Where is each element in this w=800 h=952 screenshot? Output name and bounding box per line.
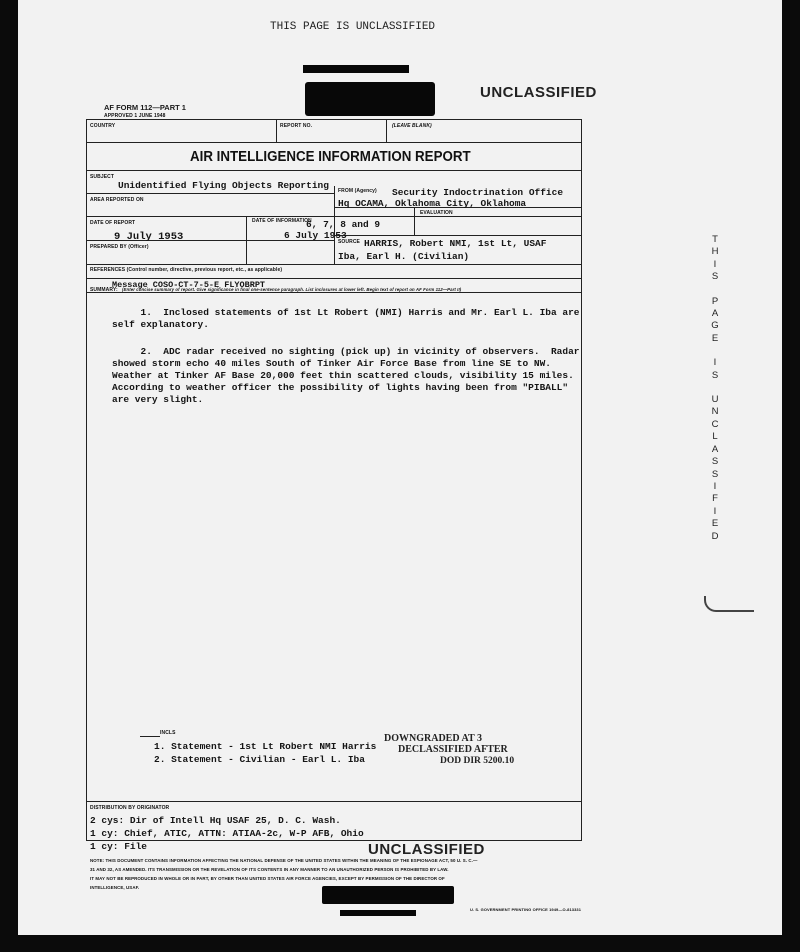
form-approved: APPROVED 1 JUNE 1948: [104, 113, 166, 119]
date-of-info-value-2: 6 July 1953: [284, 230, 347, 241]
from-value-1: Security Indoctrination Office: [392, 187, 564, 198]
leave-blank-label: (LEAVE BLANK): [392, 123, 432, 129]
area-label: AREA REPORTED ON: [90, 197, 144, 203]
side-stamp-word-4: U N C L A S S I F I E D: [711, 394, 719, 542]
distribution-line-3: 1 cy: File: [90, 841, 148, 852]
subject-value: Unidentified Flying Objects Reporting: [118, 180, 329, 191]
downgrade-stamp-line-2: DECLASSIFIED AFTER: [398, 744, 508, 755]
classification-banner-top: THIS PAGE IS UNCLASSIFIED: [270, 21, 436, 33]
inclosures-label: INCLS: [160, 730, 176, 736]
inclosure-item-1: 1. Statement - 1st Lt Robert NMI Harris: [154, 741, 377, 752]
country-label: COUNTRY: [90, 123, 116, 129]
source-value-2: Iba, Earl H. (Civilian): [338, 251, 470, 262]
date-of-report-value: 9 July 1953: [114, 231, 184, 243]
distribution-line-2: 1 cy: Chief, ATIC, ATTN: ATIAA-2c, W-P AFB, Ohio: [90, 828, 364, 839]
classification-stamp-bottom: UNCLASSIFIED: [368, 841, 485, 858]
report-paragraph-1: 1. Inclosed statements of 1st Lt Robert (NMI) Harris and Mr. Earl L. Iba are self explanatory.: [112, 307, 580, 330]
classification-stamp-top: UNCLASSIFIED: [480, 84, 597, 101]
prepared-by-label: PREPARED BY (Officer): [90, 244, 149, 250]
redaction-bar: [340, 910, 416, 916]
report-no-label: REPORT NO.: [280, 123, 313, 129]
side-stamp-word-1: T H I S: [711, 234, 719, 283]
espionage-notice-4: INTELLIGENCE, USAF.: [90, 885, 140, 890]
date-of-info-value-1: 6, 7, 8 and 9: [306, 219, 381, 230]
source-label: SOURCE: [338, 239, 360, 245]
redaction-bar: [305, 82, 435, 116]
distribution-label: DISTRIBUTION BY ORIGINATOR: [90, 805, 170, 811]
redaction-bar: [303, 65, 409, 73]
redaction-bar: [322, 886, 454, 904]
form-title: AIR INTELLIGENCE INFORMATION REPORT: [190, 149, 471, 165]
subject-label: SUBJECT: [90, 174, 115, 180]
references-value: Message COSO-CT-7-5-E FLYOBRPT: [112, 280, 266, 290]
espionage-notice-2: 31 AND 32, AS AMENDED. ITS TRANSMISSION OR THE REVELATION OF ITS CONTENTS IN ANY MANNER TO AN UNAUTHORIZED PERSON IS PROHIBITED BY LAW.: [90, 867, 449, 872]
date-of-info-label: DATE OF INFORMATION: [252, 218, 312, 224]
summary-instructions: (Enter concise summary of report. Give significance in final one-sentence paragraph. List inclosures at lower left. Begin text of report on AF Form 112—Part II): [122, 287, 462, 292]
side-stamp-word-2: P A G E: [711, 295, 719, 344]
form-id: AF FORM 112—PART 1: [104, 103, 186, 112]
report-paragraph-2: 2. ADC radar received no sighting (pick up) in vicinity of observers. Radar showed storm echo 40 miles South of Tinker Air Force Base from line SE to NW. Weather at Tinker AF Base 20,000 feet thin scattered clouds, visibility 15 miles. According to weather officer the possibility of lights having been from "PIBALL" are very slight.: [112, 346, 580, 405]
side-stamp-word-3: I S: [711, 357, 719, 381]
espionage-notice-1: NOTE: THIS DOCUMENT CONTAINS INFORMATION AFFECTING THE NATIONAL DEFENSE OF THE UNITED STATES WITHIN THE MEANING OF THE ESPIONAGE ACT, 50 U. S. C.—: [90, 858, 478, 863]
from-value-2: Hq OCAMA, Oklahoma City, Oklahoma: [338, 198, 527, 209]
printing-office: U. S. GOVERNMENT PRINTING OFFICE 1949—O-813331: [470, 907, 582, 912]
summary-label: SUMMARY:: [90, 287, 118, 293]
espionage-notice-3: IT MAY NOT BE REPRODUCED IN WHOLE OR IN PART, BY OTHER THAN UNITED STATES AIR FORCE AGENCIES, EXCEPT BY PERMISSION OF THE DIRECTOR OF: [90, 876, 445, 881]
source-value-1: HARRIS, Robert NMI, 1st Lt, USAF: [364, 238, 547, 249]
side-classification-stamp: [708, 234, 722, 543]
references-label: REFERENCES (Control number, directive, previous report, etc., as applicable): [90, 267, 283, 273]
evaluation-label: EVALUATION: [420, 210, 453, 216]
date-of-report-label: DATE OF REPORT: [90, 220, 136, 226]
downgrade-stamp-line-3: DOD DIR 5200.10: [440, 756, 515, 766]
distribution-line-1: 2 cys: Dir of Intell Hq USAF 25, D. C. Wash.: [90, 815, 341, 826]
page-fold-mark: [704, 596, 754, 612]
inclosure-item-2: 2. Statement - Civilian - Earl L. Iba: [154, 754, 365, 765]
from-label: FROM (Agency): [338, 188, 377, 194]
downgrade-stamp-line-1: DOWNGRADED AT 3: [384, 733, 482, 744]
